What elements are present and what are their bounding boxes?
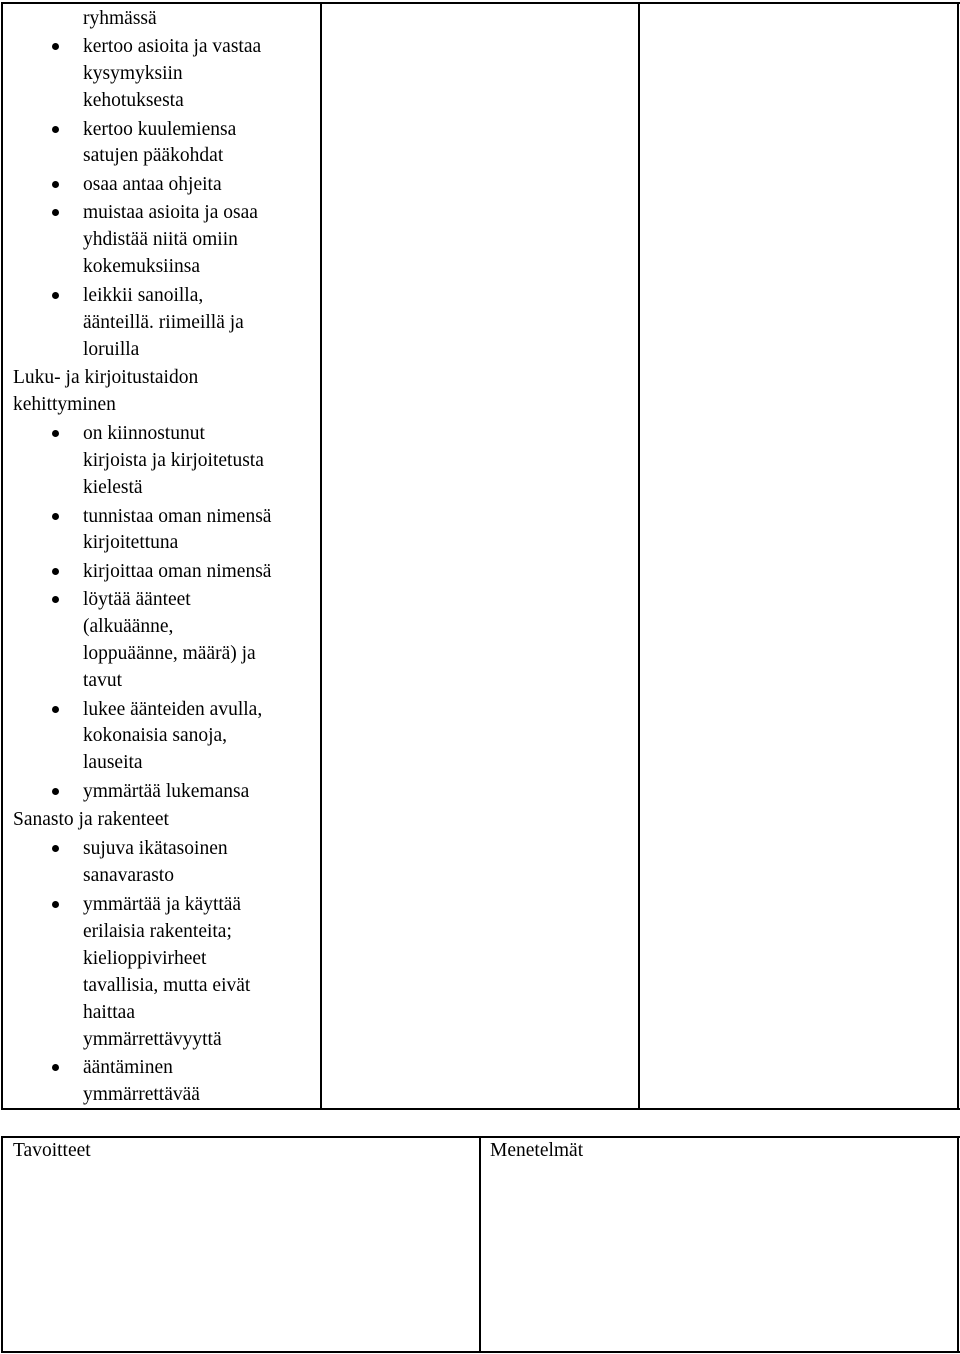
list-item-text: äänteillä. riimeillä ja bbox=[83, 312, 244, 333]
list-item-text: kertoo asioita ja vastaa bbox=[83, 36, 262, 57]
section-heading: kehittyminen bbox=[13, 394, 116, 415]
list-item-text: lauseita bbox=[83, 752, 143, 773]
list-item-text: ymmärtää lukemansa bbox=[83, 781, 250, 802]
bullet-icon bbox=[52, 568, 59, 575]
bullet-icon bbox=[52, 788, 59, 795]
list-item-text: muistaa asioita ja osaa bbox=[83, 202, 258, 223]
list-item-text: leikkii sanoilla, bbox=[83, 285, 204, 306]
upper-table-divider-1 bbox=[320, 2, 322, 1109]
bullet-icon bbox=[52, 292, 59, 299]
list-item-text: kielioppivirheet bbox=[83, 948, 207, 969]
list-item-text: kirjoittaa oman nimensä bbox=[83, 561, 272, 582]
list-item-text: kehotuksesta bbox=[83, 90, 184, 111]
list-item-text: (alkuäänne, bbox=[83, 616, 174, 637]
list-item-text: lukee äänteiden avulla, bbox=[83, 699, 263, 720]
list-item-text: tavallisia, mutta eivät bbox=[83, 975, 251, 996]
section-heading: Sanasto ja rakenteet bbox=[13, 809, 169, 830]
list-item-text: loppuäänne, määrä) ja bbox=[83, 643, 256, 664]
list-item-text: on kiinnostunut bbox=[83, 423, 205, 444]
list-item-text: löytää äänteet bbox=[83, 589, 191, 610]
upper-table-top-border bbox=[1, 2, 960, 4]
bullet-icon bbox=[52, 43, 59, 50]
list-item-text: osaa antaa ohjeita bbox=[83, 174, 222, 195]
bullet-icon bbox=[52, 596, 59, 603]
list-item-text: tavut bbox=[83, 670, 122, 691]
list-item-text: kirjoitettuna bbox=[83, 532, 179, 553]
list-item-text: kielestä bbox=[83, 477, 143, 498]
list-item-text: yhdistää niitä omiin bbox=[83, 229, 238, 250]
list-item-text: ymmärrettävyyttä bbox=[83, 1029, 222, 1050]
lower-table-bottom-border bbox=[1, 1351, 960, 1353]
header-menetelmat: Menetelmät bbox=[490, 1140, 584, 1161]
list-item-text: kokonaisia sanoja, bbox=[83, 725, 228, 746]
list-item-text: sanavarasto bbox=[83, 865, 174, 886]
upper-table-bottom-border bbox=[1, 1108, 960, 1110]
bullet-icon bbox=[52, 126, 59, 133]
bullet-icon bbox=[52, 513, 59, 520]
line-text: ryhmässä bbox=[83, 8, 157, 29]
bullet-icon bbox=[52, 209, 59, 216]
list-item-text: ääntäminen bbox=[83, 1057, 173, 1078]
list-item-text: sujuva ikätasoinen bbox=[83, 838, 228, 859]
list-item-text: kokemuksiinsa bbox=[83, 256, 200, 277]
list-item-text: kertoo kuulemiensa bbox=[83, 119, 237, 140]
lower-table-top-border bbox=[1, 1136, 960, 1138]
upper-table-left-border bbox=[1, 2, 3, 1109]
lower-table-right-border bbox=[957, 1136, 959, 1352]
list-item-text: erilaisia rakenteita; bbox=[83, 921, 232, 942]
list-item-text: ymmärrettävää bbox=[83, 1084, 200, 1105]
bullet-icon bbox=[52, 706, 59, 713]
list-item-text: tunnistaa oman nimensä bbox=[83, 506, 272, 527]
list-item-text: satujen pääkohdat bbox=[83, 145, 224, 166]
upper-table-right-border bbox=[957, 2, 959, 1109]
bullet-icon bbox=[52, 901, 59, 908]
lower-table-divider bbox=[479, 1136, 481, 1352]
list-item-text: haittaa bbox=[83, 1002, 135, 1023]
section-heading: Luku- ja kirjoitustaidon bbox=[13, 367, 199, 388]
upper-table-divider-2 bbox=[638, 2, 640, 1109]
list-item-text: kirjoista ja kirjoitetusta bbox=[83, 450, 264, 471]
bullet-icon bbox=[52, 181, 59, 188]
header-tavoitteet: Tavoitteet bbox=[13, 1140, 91, 1161]
bullet-icon bbox=[52, 1064, 59, 1071]
list-item-text: ymmärtää ja käyttää bbox=[83, 894, 242, 915]
list-item-text: loruilla bbox=[83, 339, 140, 360]
lower-table-left-border bbox=[1, 1136, 3, 1352]
bullet-icon bbox=[52, 845, 59, 852]
list-item-text: kysymyksiin bbox=[83, 63, 183, 84]
bullet-icon bbox=[52, 430, 59, 437]
